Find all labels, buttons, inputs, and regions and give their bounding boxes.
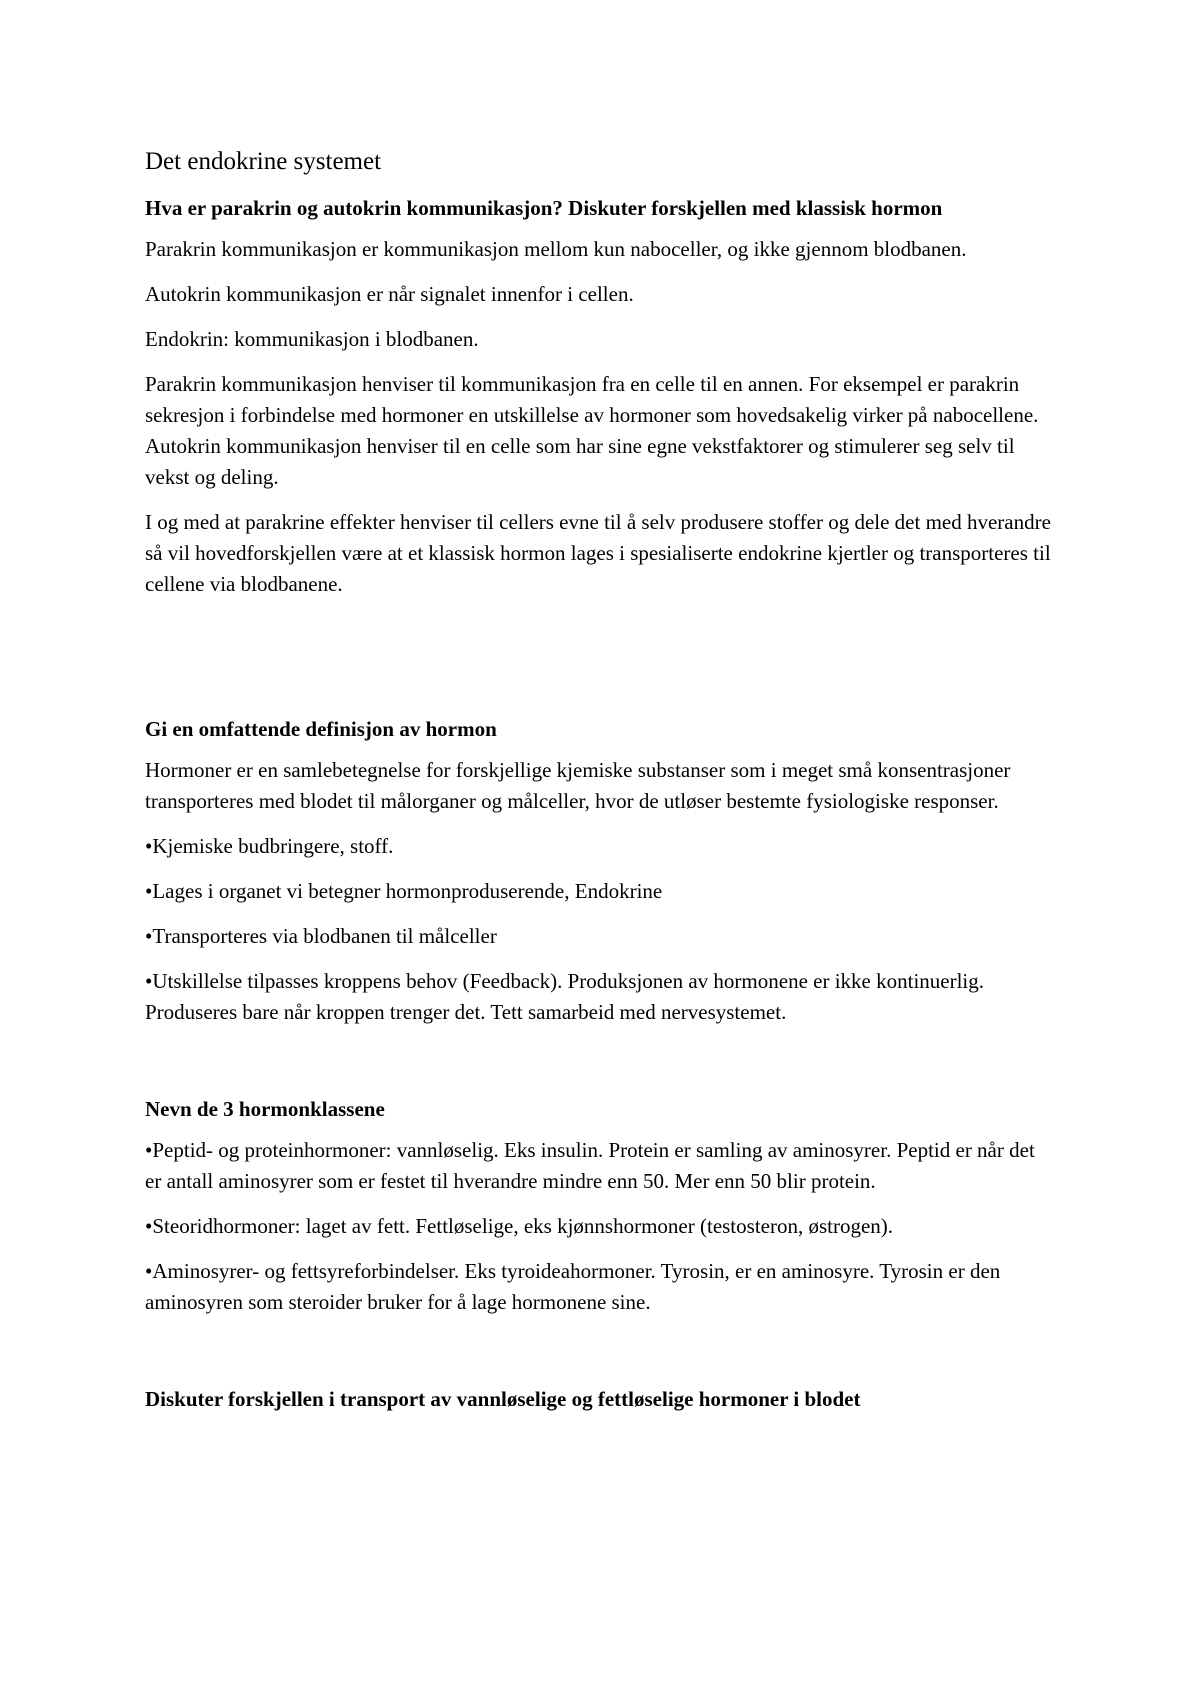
spacer bbox=[145, 614, 1055, 714]
spacer bbox=[145, 1332, 1055, 1384]
bullet-item: • Kjemiske budbringere, stoff. bbox=[145, 831, 1055, 862]
document-page bbox=[145, 145, 1055, 1425]
paragraph: Parakrin kommunikasjon henviser til kommunikasjon fra en celle til en annen. For eksempel er parakrin sekresjon i forbindelse med hormoner en utskillelse av hormoner som hovedsakelig virker på nabocellene. Autokrin kommunikasjon henviser til en celle som har sine egne vekstfaktorer og stimulerer seg selv til vekst og deling. bbox=[145, 372, 1039, 489]
paragraph: Hormoner er en samlebetegnelse for forskjellige kjemiske substanser som i meget små konsentrasjoner transporteres med blodet til målorganer og målceller, hvor de utløser bestemte fysiologiske responser. bbox=[145, 758, 1011, 813]
paragraph: Parakrin kommunikasjon er kommunikasjon mellom kun naboceller, og ikke gjennom blodbanen. bbox=[145, 237, 967, 261]
section-heading-parakrin-autokrin: Hva er parakrin og autokrin kommunikasjon? Diskuter forskjellen med klassisk hormon bbox=[145, 196, 943, 220]
bullet-item: • Aminosyrer- og fettsyreforbindelser. Eks tyroideahormoner. Tyrosin, er en aminosyre. Tyrosin er den aminosyren som steroider bruker for å lage hormonene sine. bbox=[145, 1256, 1055, 1318]
bullet-item: • Lages i organet vi betegner hormonproduserende, Endokrine bbox=[145, 876, 1055, 907]
bullet-item: • Transporteres via blodbanen til målceller bbox=[145, 921, 1055, 952]
bullet-item: • Peptid- og proteinhormoner: vannløselig. Eks insulin. Protein er samling av aminosyrer. Peptid er når det er antall aminosyrer som er festet til hverandre mindre enn 50. Mer enn 50 blir protein. bbox=[145, 1135, 1055, 1197]
section-heading-transport: Diskuter forskjellen i transport av vannløselige og fettløselige hormoner i blodet bbox=[145, 1387, 861, 1411]
paragraph: Endokrin: kommunikasjon i blodbanen. bbox=[145, 327, 479, 351]
section-heading-hormon-definisjon: Gi en omfattende definisjon av hormon bbox=[145, 717, 497, 741]
paragraph: I og med at parakrine effekter henviser til cellers evne til å selv produsere stoffer og dele det med hverandre så vil hovedforskjellen være at et klassisk hormon lages i spesialiserte endokrine kjertler og transporteres til cellene via blodbanene. bbox=[145, 510, 1051, 596]
section-heading-hormonklasser: Nevn de 3 hormonklassene bbox=[145, 1097, 385, 1121]
bullet-item: • Steoridhormoner: laget av fett. Fettløselige, eks kjønnshormoner (testosteron, østrogen). bbox=[145, 1211, 1055, 1242]
bullet-item: • Utskillelse tilpasses kroppens behov (Feedback). Produksjonen av hormonene er ikke kontinuerlig. Produseres bare når kroppen trenger det. Tett samarbeid med nervesystemet. bbox=[145, 966, 1055, 1028]
spacer bbox=[145, 1042, 1055, 1094]
document-title: Det endokrine systemet bbox=[145, 148, 382, 175]
paragraph: Autokrin kommunikasjon er når signalet innenfor i cellen. bbox=[145, 282, 634, 306]
